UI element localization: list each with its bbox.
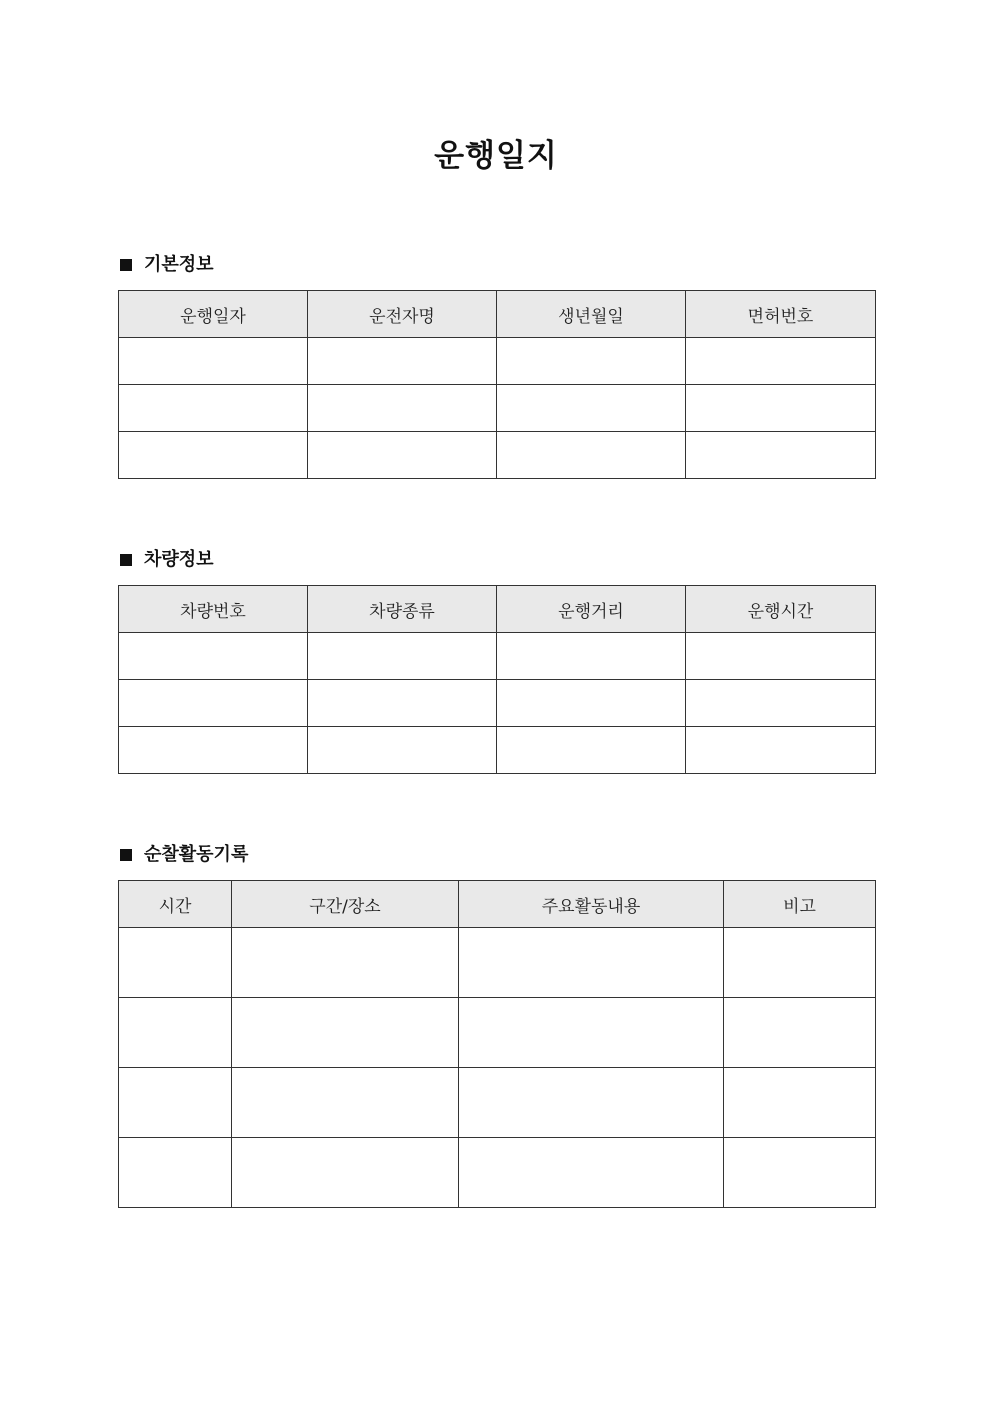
column-header-type: 차량종류 (308, 586, 497, 633)
table-cell[interactable] (724, 928, 876, 998)
page-title: 운행일지 (434, 138, 558, 174)
table-cell[interactable] (724, 998, 876, 1068)
section-title: 순찰활동기록 (144, 844, 249, 865)
table-cell[interactable] (497, 432, 686, 479)
section-heading (118, 250, 875, 280)
column-header-driver: 운전자명 (308, 291, 497, 338)
table-cell[interactable] (119, 633, 308, 680)
table-row (119, 680, 876, 727)
table-cell[interactable] (686, 338, 876, 385)
table-cell[interactable] (686, 680, 876, 727)
table-row (119, 998, 876, 1068)
vehicle-info-table (118, 585, 876, 774)
table-cell[interactable] (686, 633, 876, 680)
table-cell[interactable] (497, 633, 686, 680)
table-cell[interactable] (232, 1068, 459, 1138)
square-bullet-icon (120, 554, 132, 566)
section-heading (118, 545, 875, 575)
table-cell[interactable] (308, 432, 497, 479)
table-row (119, 432, 876, 479)
table-row (119, 633, 876, 680)
table-header-row (119, 586, 876, 633)
table-cell[interactable] (308, 385, 497, 432)
table-cell[interactable] (232, 1138, 459, 1208)
table-cell[interactable] (308, 633, 497, 680)
table-cell[interactable] (119, 998, 232, 1068)
table-cell[interactable] (724, 1068, 876, 1138)
table-cell[interactable] (686, 432, 876, 479)
table-cell[interactable] (119, 385, 308, 432)
basic-info-table (118, 290, 876, 479)
table-cell[interactable] (459, 928, 724, 998)
table-cell[interactable] (119, 338, 308, 385)
square-bullet-icon (120, 259, 132, 271)
table-row (119, 338, 876, 385)
table-cell[interactable] (308, 727, 497, 774)
table-row (119, 1138, 876, 1208)
table-cell[interactable] (686, 385, 876, 432)
table-header-row (119, 881, 876, 928)
vehicle-info-section (118, 545, 875, 774)
table-cell[interactable] (459, 1068, 724, 1138)
column-header-plate: 차량번호 (119, 586, 308, 633)
table-row (119, 727, 876, 774)
table-cell[interactable] (497, 727, 686, 774)
table-header-row (119, 291, 876, 338)
table-cell[interactable] (119, 727, 308, 774)
table-row (119, 385, 876, 432)
column-header-distance: 운행거리 (497, 586, 686, 633)
section-title: 기본정보 (144, 254, 214, 275)
table-cell[interactable] (308, 338, 497, 385)
table-cell[interactable] (119, 680, 308, 727)
patrol-log-section (118, 840, 875, 1208)
column-header-remarks: 비고 (724, 881, 876, 928)
basic-info-section (118, 250, 875, 479)
square-bullet-icon (120, 849, 132, 861)
table-cell[interactable] (232, 928, 459, 998)
section-heading (118, 840, 875, 870)
table-cell[interactable] (308, 680, 497, 727)
table-cell[interactable] (497, 385, 686, 432)
column-header-birthdate: 생년월일 (497, 291, 686, 338)
table-cell[interactable] (686, 727, 876, 774)
table-cell[interactable] (497, 680, 686, 727)
table-cell[interactable] (459, 998, 724, 1068)
table-row (119, 928, 876, 998)
column-header-time: 시간 (119, 881, 232, 928)
table-cell[interactable] (232, 998, 459, 1068)
table-cell[interactable] (459, 1138, 724, 1208)
column-header-activity: 주요활동내용 (459, 881, 724, 928)
table-cell[interactable] (119, 432, 308, 479)
column-header-duration: 운행시간 (686, 586, 876, 633)
column-header-location: 구간/장소 (232, 881, 459, 928)
table-cell[interactable] (119, 1068, 232, 1138)
table-cell[interactable] (119, 928, 232, 998)
column-header-license: 면허번호 (686, 291, 876, 338)
column-header-date: 운행일자 (119, 291, 308, 338)
section-title: 차량정보 (144, 549, 214, 570)
table-cell[interactable] (497, 338, 686, 385)
table-row (119, 1068, 876, 1138)
patrol-log-table (118, 880, 876, 1208)
table-cell[interactable] (119, 1138, 232, 1208)
table-cell[interactable] (724, 1138, 876, 1208)
